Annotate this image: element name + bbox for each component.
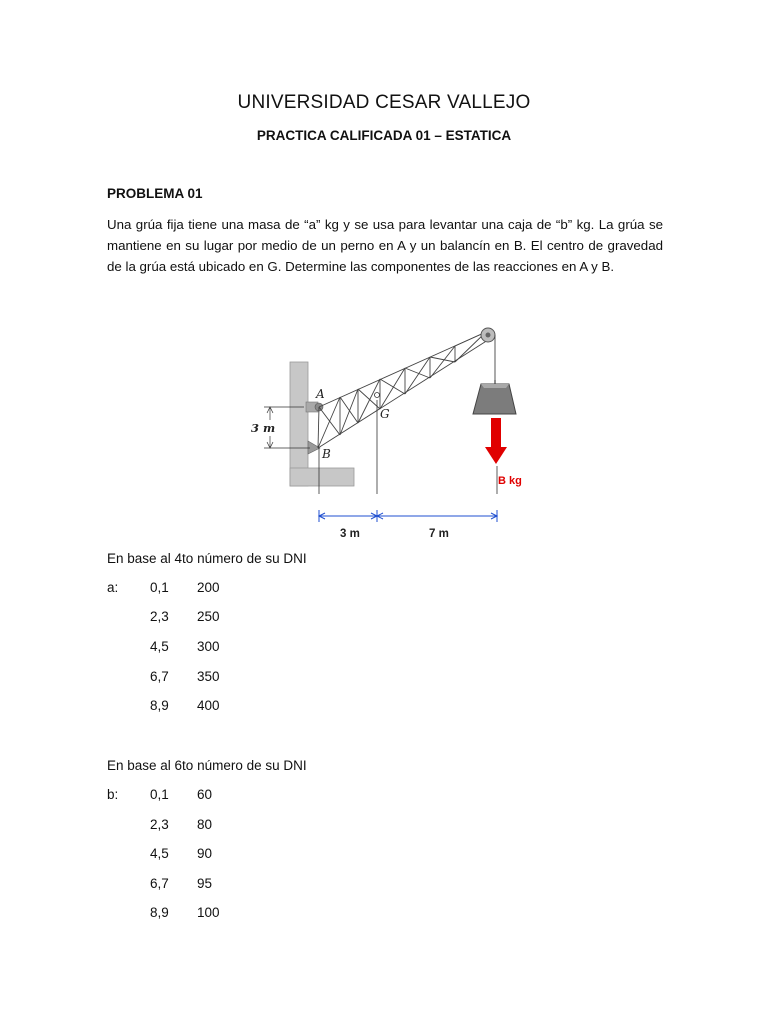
row-digits: 4,5 (150, 639, 169, 654)
label-b: B (322, 447, 331, 461)
table-row (150, 669, 220, 684)
table-row (150, 905, 220, 920)
table-row (150, 609, 220, 624)
problem-statement: Una grúa fija tiene una masa de “a” kg y se usa para levantar una caja de “b” kg. La grúa se mantiene en su lugar por medio de un perno en A y un balancín en B. El centro de gravedad de la grúa está ubicado en G. Determine las componentes de las reacciones en A y B. (107, 217, 663, 274)
center-of-gravity-g (375, 393, 380, 398)
table-a-letter: a: (107, 580, 119, 595)
university-title: UNIVERSIDAD CESAR VALLEJO (237, 92, 531, 113)
row-value: 350 (197, 669, 220, 684)
row-value: 300 (197, 639, 220, 654)
row-digits: 0,1 (150, 787, 169, 802)
truss-boom (318, 332, 488, 448)
row-digits: 8,9 (150, 905, 169, 920)
load-arrow-head (485, 447, 507, 464)
table-row (150, 580, 220, 595)
row-value: 80 (197, 817, 213, 832)
row-digits: 2,3 (150, 609, 169, 624)
row-digits: 2,3 (150, 817, 169, 832)
wall-base (290, 468, 354, 486)
label-g: G (380, 407, 390, 421)
practice-subtitle: PRACTICA CALIFICADA 01 – ESTATICA (256, 128, 512, 143)
row-digits: 6,7 (150, 876, 169, 891)
table-row (150, 817, 212, 832)
crane-figure (240, 318, 540, 548)
table-b-letter: b: (107, 787, 119, 802)
row-digits: 8,9 (150, 698, 169, 713)
row-value: 95 (197, 876, 213, 891)
table-a-intro: En base al 4to número de su DNI (107, 551, 307, 566)
row-value: 100 (197, 905, 220, 920)
table-row (150, 639, 220, 654)
row-value: 250 (197, 609, 220, 624)
label-a: A (316, 387, 325, 401)
vertical-dim-label: 3 m (251, 421, 276, 435)
load-arrow-shaft (491, 418, 501, 448)
table-row (150, 787, 212, 802)
row-value: 60 (197, 787, 213, 802)
table-row (150, 698, 220, 713)
row-value: 90 (197, 846, 213, 861)
table-row (150, 846, 212, 861)
table-b-intro: En base al 6to número de su DNI (107, 758, 307, 773)
load-box (473, 384, 516, 414)
wall-vertical (290, 362, 308, 486)
load-box-top (481, 384, 509, 388)
table-row (150, 876, 212, 891)
pulley-hub (486, 333, 491, 338)
dim-right-label: 7 m (429, 528, 449, 540)
row-digits: 0,1 (150, 580, 169, 595)
row-digits: 4,5 (150, 846, 169, 861)
dim-left-label: 3 m (340, 528, 360, 540)
problem-heading: PROBLEMA 01 (107, 186, 203, 201)
row-digits: 6,7 (150, 669, 169, 684)
row-value: 200 (197, 580, 220, 595)
row-value: 400 (197, 698, 220, 713)
load-label: B kg (498, 475, 522, 487)
